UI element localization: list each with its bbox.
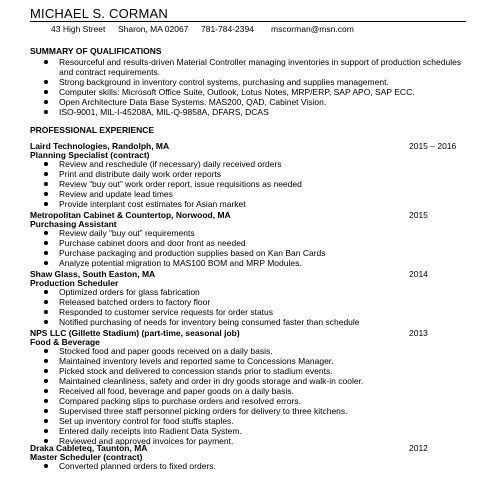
job-company: NPS LLC (Gillette Stadium) (part-time, seasonal job)	[30, 328, 240, 338]
bullet-icon	[44, 419, 48, 423]
job-duties-list	[44, 228, 464, 268]
job-duties-list	[44, 346, 464, 446]
list-item	[44, 366, 464, 376]
list-item	[44, 228, 464, 238]
bullet-icon	[44, 182, 48, 186]
contact-email: mscorman@msn.com	[271, 24, 354, 34]
list-item	[44, 159, 464, 169]
list-item-text: Print and distribute daily work order reports	[59, 169, 222, 179]
candidate-name: MICHAEL S. CORMAN	[30, 6, 168, 21]
job-dates: 2013	[409, 328, 428, 338]
bullet-icon	[44, 369, 48, 373]
list-item-text: Released batched orders to factory floor	[59, 297, 211, 307]
summary-heading: SUMMARY OF QUALIFICATIONS	[30, 46, 162, 56]
job-role: Food & Beverage	[30, 337, 100, 347]
bullet-icon	[44, 310, 48, 314]
list-item-text: Picked stock and delivered to concession stands prior to stadium events.	[59, 366, 333, 376]
bullet-icon	[44, 349, 48, 353]
list-item-text: Review and update lead times	[59, 189, 173, 199]
bullet-icon	[44, 192, 48, 196]
list-item-text: Computer skills: Microsoft Office Suite, Outlook, Lotus Notes, MRP/ERP, SAP APO, SAP ECC.	[59, 87, 415, 97]
job-duties-list	[44, 159, 464, 209]
list-item-text: Set up inventory control for food stuffs staples.	[59, 416, 234, 426]
list-item	[44, 238, 464, 248]
list-item	[44, 307, 464, 317]
job-role: Planning Specialist (contract)	[30, 150, 150, 160]
bullet-icon	[44, 389, 48, 393]
bullet-icon	[44, 399, 48, 403]
contact-city: Sharon, MA 02067	[118, 24, 189, 34]
bullet-icon	[44, 379, 48, 383]
list-item	[44, 317, 464, 327]
list-item	[44, 406, 464, 416]
list-item	[44, 287, 464, 297]
list-item-text: Provide interplant cost estimates for Asian market	[59, 199, 246, 209]
summary-list	[44, 57, 464, 117]
bullet-icon	[44, 100, 48, 104]
list-item	[44, 248, 464, 258]
list-item-text: Stocked food and paper goods received on a daily basis.	[59, 346, 273, 356]
list-item-text: Maintained inventory levels and reported same to Concessions Manager.	[59, 356, 334, 366]
bullet-icon	[44, 110, 48, 114]
list-item-text: Review and reschedule (if necessary) daily received orders	[59, 159, 282, 169]
list-item	[44, 416, 464, 426]
list-item	[44, 396, 464, 406]
job-company: Metropolitan Cabinet & Countertop, Norwood, MA	[30, 210, 231, 220]
list-item-text: Responded to customer service requests for order status	[59, 307, 274, 317]
list-item-text: Compared packing slips to purchase orders and resolved errors.	[59, 396, 301, 406]
bullet-icon	[44, 231, 48, 235]
list-item	[44, 97, 464, 107]
job-role: Master Scheduler (contract)	[30, 452, 143, 462]
job-dates: 2015	[409, 210, 428, 220]
list-item-text: Strong background in inventory control systems, purchasing and supplies management.	[59, 77, 389, 87]
bullet-icon	[44, 241, 48, 245]
bullet-icon	[44, 90, 48, 94]
bullet-icon	[44, 162, 48, 166]
list-item	[44, 461, 464, 471]
bullet-icon	[44, 300, 48, 304]
list-item	[44, 189, 464, 199]
list-item-text: Open Architecture Data Base Systems. MAS200, QAD, Cabinet Vision.	[59, 97, 327, 107]
job-company: Laird Technologies, Randolph, MA	[30, 141, 170, 151]
bullet-icon	[44, 359, 48, 363]
list-item	[44, 297, 464, 307]
header-rule	[30, 21, 466, 22]
list-item-text: Purchase cabinet doors and door front as needed	[59, 238, 246, 248]
list-item-text: Reviewed and approved invoices for payment.	[59, 436, 234, 446]
list-item	[44, 199, 464, 209]
job-duties-list	[44, 287, 464, 327]
bullet-icon	[44, 290, 48, 294]
bullet-icon	[44, 320, 48, 324]
list-item	[44, 179, 464, 189]
list-item-text: Optimized orders for glass fabrication	[59, 287, 200, 297]
list-item	[44, 87, 464, 97]
bullet-icon	[44, 251, 48, 255]
bullet-icon	[44, 429, 48, 433]
job-duties-list	[44, 461, 464, 471]
list-item-text: ISO-9001, MIL-I-45208A, MIL-Q-9858A, DFARS, DCAS	[59, 107, 269, 117]
job-dates: 2012	[409, 443, 428, 453]
job-dates: 2015 – 2016	[409, 141, 457, 151]
list-item-text: Notified purchasing of needs for inventory being consumed faster than schedule	[59, 317, 360, 327]
list-item	[44, 426, 464, 436]
contact-street: 43 High Street	[51, 24, 106, 34]
list-item-text: Maintained cleanliness, safety and order in dry goods storage and walk-in cooler.	[59, 376, 364, 386]
list-item-text: Converted planned orders to fixed orders.	[59, 461, 216, 471]
list-item	[44, 77, 464, 87]
list-item	[44, 258, 464, 268]
list-item-text: Resourceful and results-driven Material Controller managing inventories in support of production schedules and contract requirements.	[59, 57, 462, 77]
list-item-text: Analyze potential migration to MAS100 BOM and MRP Modules.	[59, 258, 302, 268]
job-company: Shaw Glass, South Easton, MA	[30, 269, 156, 279]
list-item	[44, 107, 464, 117]
list-item	[44, 386, 464, 396]
list-item	[44, 169, 464, 179]
job-role: Production Scheduler	[30, 278, 119, 288]
bullet-icon	[44, 80, 48, 84]
list-item	[44, 57, 464, 77]
bullet-icon	[44, 464, 48, 468]
bullet-icon	[44, 202, 48, 206]
list-item	[44, 376, 464, 386]
list-item-text: Received all food, beverage and paper goods on a daily basis.	[59, 386, 294, 396]
job-role: Purchasing Assistant	[30, 219, 117, 229]
bullet-icon	[44, 409, 48, 413]
list-item-text: Supervised three staff personnel picking orders for delivery to three kitchens.	[59, 406, 348, 416]
bullet-icon	[44, 60, 48, 64]
list-item-text: Entered daily receipts into Radient Data System.	[59, 426, 242, 436]
list-item-text: Review daily “buy out” requirements	[59, 228, 195, 238]
job-company: Draka Cableteq, Taunton, MA	[30, 443, 148, 453]
list-item-text: Purchase packaging and production supplies based on Kan Ban Cards	[59, 248, 326, 258]
list-item	[44, 356, 464, 366]
job-dates: 2014	[409, 269, 428, 279]
list-item-text: Review “buy out” work order report, issue requisitions as needed	[59, 179, 302, 189]
contact-phone: 781-784-2394	[201, 24, 254, 34]
bullet-icon	[44, 172, 48, 176]
bullet-icon	[44, 261, 48, 265]
list-item	[44, 346, 464, 356]
experience-heading: PROFESSIONAL EXPERIENCE	[30, 125, 155, 135]
